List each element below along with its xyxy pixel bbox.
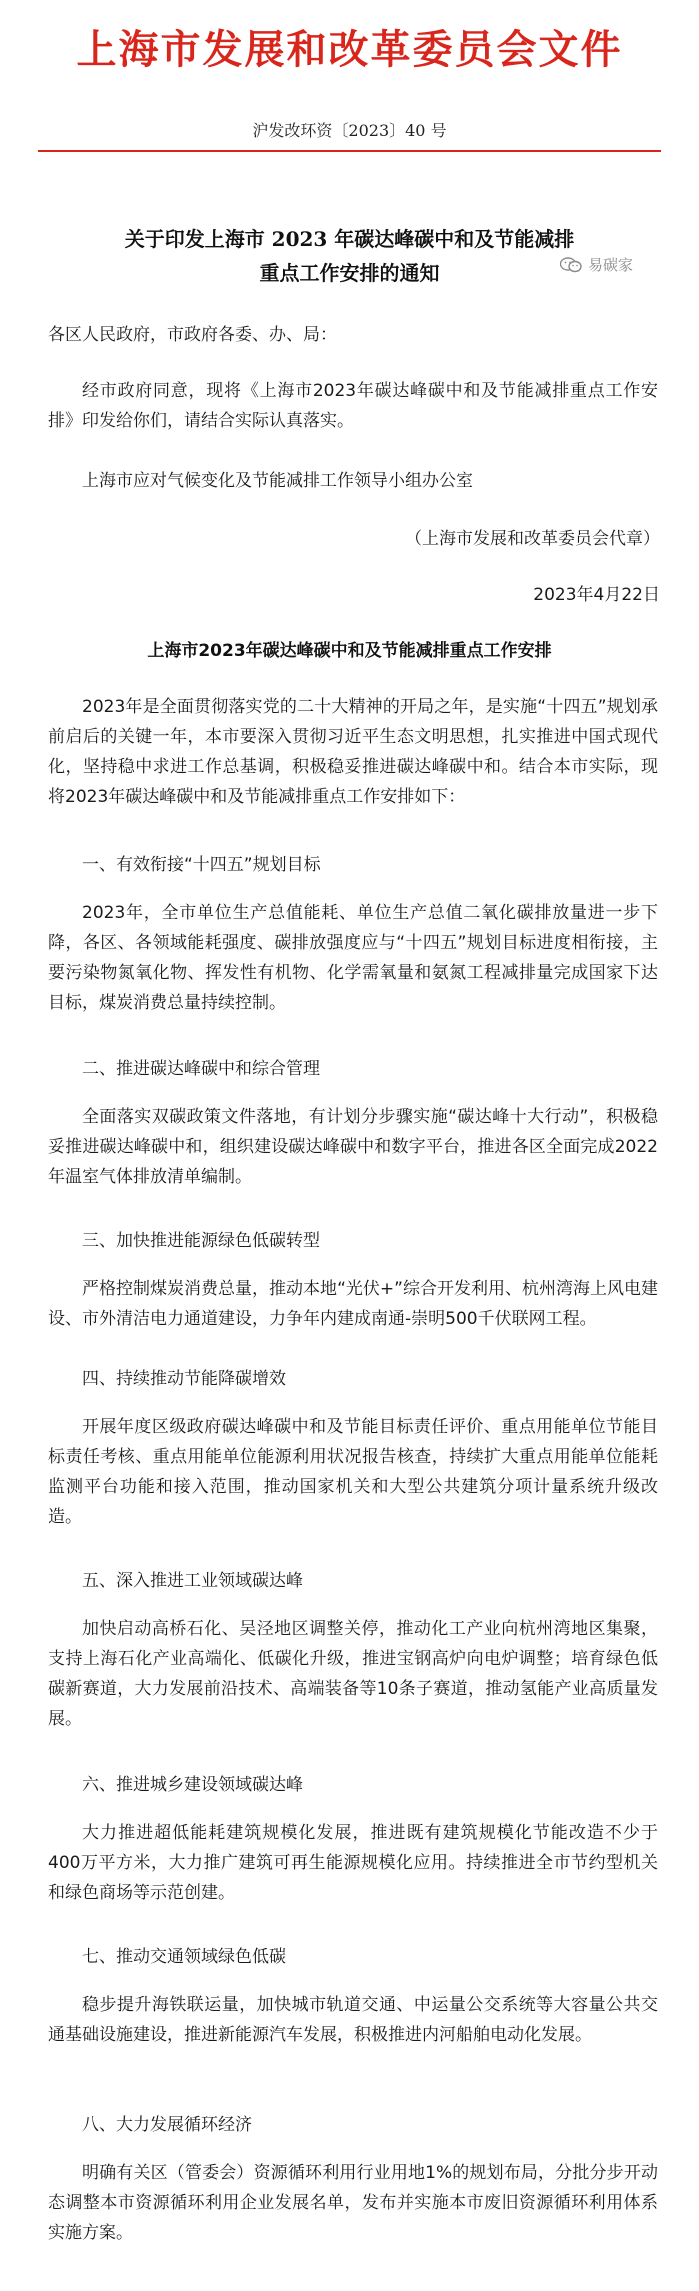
section-heading: 四、持续推动节能降碳增效 <box>82 1369 286 1389</box>
section-body: 开展年度区级政府碳达峰碳中和及节能目标责任评价、重点用能单位节能目标责任考核、重点用能单位能源利用状况报告核查，持续扩大重点用能单位能耗监测平台功能和接入范围，推动国家机关和大型公共建筑分项计量系统升级改造。 <box>48 1417 658 1527</box>
watermark-label: 易碳家 <box>588 256 634 274</box>
wechat-icon <box>560 257 582 273</box>
notice-title-line-1: 关于印发上海市 2023 年碳达峰碳中和及节能减排 <box>124 227 575 251</box>
letter-body: 经市政府同意，现将《上海市2023年碳达峰碳中和及节能减排重点工作安排》印发给你们，请结合实际认真落实。 <box>48 381 658 431</box>
document-number: 沪发改环资〔2023〕40 号 <box>252 121 447 140</box>
section-body: 2023年，全市单位生产总值能耗、单位生产总值二氧化碳排放量进一步下降，各区、各领域能耗强度、碳排放强度应与“十四五”规划目标进度相衔接，主要污染物氮氧化物、挥发性有机物、化学需氧量和氨氮工程减排量完成国家下达目标，煤炭消费总量持续控制。 <box>48 903 658 1013</box>
section-heading: 一、有效衔接“十四五”规划目标 <box>82 855 321 875</box>
document-header-title: 上海市发展和改革委员会文件 <box>76 26 623 73</box>
issue-date: 2023年4月22日 <box>533 585 660 605</box>
plan-intro: 2023年是全面贯彻落实党的二十大精神的开局之年，是实施“十四五”规划承前启后的关键一年，本市要深入贯彻习近平生态文明思想，扎实推进中国式现代化，坚持稳中求进工作总基调，积极稳妥推进碳达峰碳中和。结合本市实际，现将2023年碳达峰碳中和及节能减排重点工作安排如下： <box>48 697 658 807</box>
issuer: 上海市应对气候变化及节能减排工作领导小组办公室 <box>82 471 473 491</box>
section-heading: 五、深入推进工业领域碳达峰 <box>82 1571 303 1591</box>
salutation: 各区人民政府，市政府各委、办、局： <box>48 325 337 345</box>
section-heading: 七、推动交通领域绿色低碳 <box>82 1947 286 1967</box>
section-heading: 三、加快推进能源绿色低碳转型 <box>82 1231 320 1251</box>
section-body: 严格控制煤炭消费总量，推动本地“光伏+”综合开发利用、杭州湾海上风电建设、市外清洁电力通道建设，力争年内建成南通-崇明500千伏联网工程。 <box>48 1279 658 1329</box>
plan-title: 上海市2023年碳达峰碳中和及节能减排重点工作安排 <box>147 641 552 661</box>
section-body: 大力推进超低能耗建筑规模化发展，推进既有建筑规模化节能改造不少于400万平方米，大力推广建筑可再生能源规模化应用。持续推进全市节约型机关和绿色商场等示范创建。 <box>48 1823 658 1903</box>
red-divider <box>38 150 661 152</box>
section-heading: 二、推进碳达峰碳中和综合管理 <box>82 1059 320 1079</box>
section-heading: 六、推进城乡建设领域碳达峰 <box>82 1775 303 1795</box>
watermark <box>560 254 633 275</box>
section-body: 全面落实双碳政策文件落地，有计划分步骤实施“碳达峰十大行动”，积极稳妥推进碳达峰碳中和，组织建设碳达峰碳中和数字平台，推进各区全面完成2022年温室气体排放清单编制。 <box>48 1107 658 1187</box>
section-body: 加快启动高桥石化、吴泾地区调整关停，推动化工产业向杭州湾地区集聚，支持上海石化产业高端化、低碳化升级，推进宝钢高炉向电炉调整；培育绿色低碳新赛道，大力发展前沿技术、高端装备等10条子赛道，推动氢能产业高质量发展。 <box>48 1619 658 1729</box>
section-body: 稳步提升海铁联运量，加快城市轨道交通、中运量公交系统等大容量公共交通基础设施建设，推进新能源汽车发展，积极推进内河船舶电动化发展。 <box>48 1995 658 2045</box>
section-body: 明确有关区（管委会）资源循环利用行业用地1%的规划布局，分批分步开动态调整本市资源循环利用企业发展名单，发布并实施本市废旧资源循环利用体系实施方案。 <box>48 2163 658 2243</box>
notice-title-line-2: 重点工作安排的通知 <box>259 261 440 285</box>
section-heading: 八、大力发展循环经济 <box>82 2115 252 2135</box>
seal-note: （上海市发展和改革委员会代章） <box>405 529 660 549</box>
